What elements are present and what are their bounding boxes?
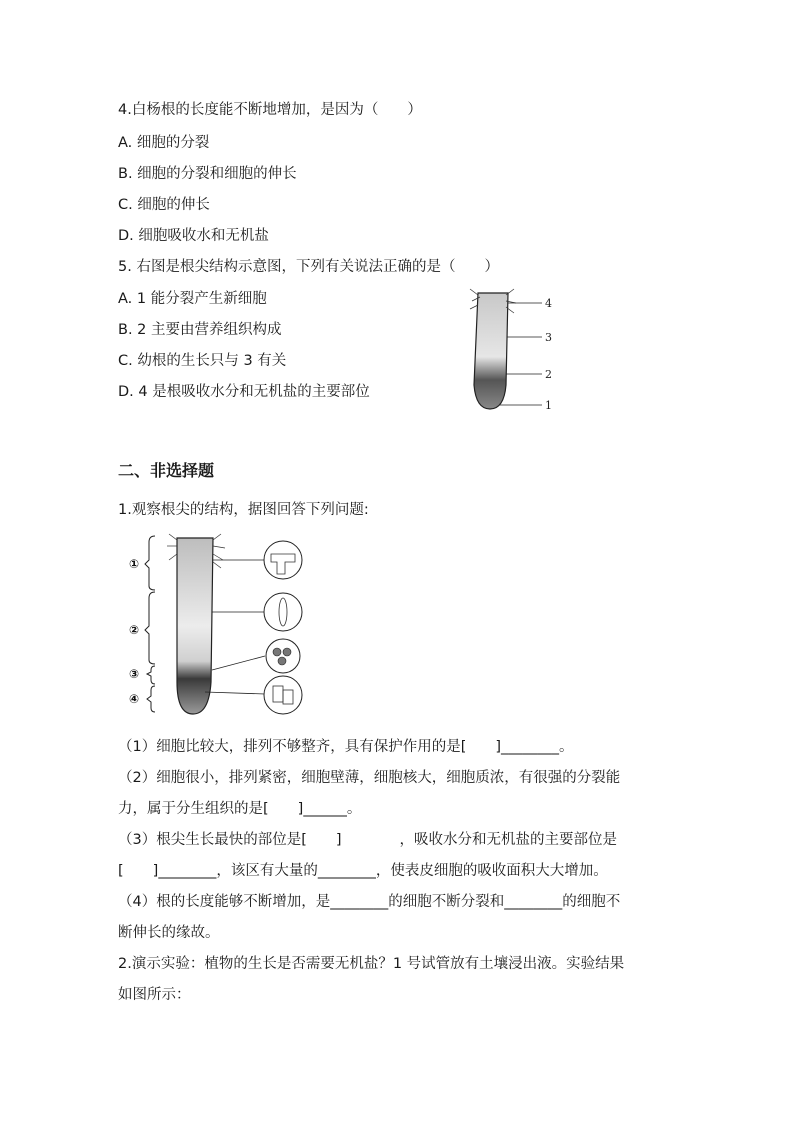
root-outline xyxy=(474,293,508,409)
nq2-line-1: 2.演示实验：植物的生长是否需要无机盐？1 号试管放有土壤浸出液。实验结果 xyxy=(118,956,625,972)
nq2-line-2: 如图所示： xyxy=(118,987,191,1003)
nq1-item-2: （2）细胞很小，排列紧密，细胞壁薄，细胞核大，细胞质浓，有很强的分裂能 xyxy=(118,770,621,786)
bracket-3 xyxy=(147,666,155,684)
fig-label-4: ④ xyxy=(129,692,140,706)
nq1-item-4-cont: 断伸长的缘故。 xyxy=(118,925,220,941)
fig-label-2: ② xyxy=(129,623,140,637)
nq1-item-1: （1）细胞比较大，排列不够整齐，具有保护作用的是[ ]________。 xyxy=(118,739,574,755)
inset-root-hair-cell xyxy=(264,541,302,579)
label-1: 1 xyxy=(545,399,552,412)
nq1-stem: 1.观察根尖的结构，据图回答下列问题: xyxy=(118,502,369,518)
nq1-item-4: （4）根的长度能够不断增加，是________的细胞不断分裂和________的细胞不 xyxy=(118,894,621,910)
q4-option-d: D. 细胞吸收水和无机盐 xyxy=(118,228,269,244)
nq1-root-tip-figure xyxy=(125,532,325,722)
q4-stem: 4.白杨根的长度能不断地增加，是因为（ ） xyxy=(118,102,422,118)
inset-elongation-cell xyxy=(264,593,302,631)
bracket-1 xyxy=(145,536,155,590)
q5-option-b: B. 2 主要由营养组织构成 xyxy=(118,322,282,338)
inset-meristem-cells xyxy=(266,639,300,673)
section-title: 二、非选择题 xyxy=(118,461,215,480)
fig-label-3: ③ xyxy=(129,667,140,681)
pointer-cap xyxy=(205,692,265,694)
nq1-item-3-cont: [ ]________，该区有大量的________，使表皮细胞的吸收面积大大增加。 xyxy=(118,863,608,879)
q4-option-c: C. 细胞的伸长 xyxy=(118,197,210,213)
label-3: 3 xyxy=(545,331,552,344)
pointer-meristem xyxy=(212,656,265,670)
label-2: 2 xyxy=(545,368,552,381)
label-4: 4 xyxy=(545,297,552,310)
nq1-item-3: （3）根尖生长最快的部位是[ ] ，吸收水分和无机盐的主要部位是 xyxy=(118,832,618,848)
fig-label-1: ① xyxy=(129,557,140,571)
q5-option-a: A. 1 能分裂产生新细胞 xyxy=(118,291,267,307)
root-outline xyxy=(177,538,213,714)
q4-option-a: A. 细胞的分裂 xyxy=(118,135,210,151)
q5-stem: 5. 右图是根尖结构示意图，下列有关说法正确的是（ ） xyxy=(118,259,499,275)
q5-root-tip-figure xyxy=(460,285,570,415)
nq1-item-2-cont: 力，属于分生组织的是[ ]______。 xyxy=(118,801,362,817)
q4-option-b: B. 细胞的分裂和细胞的伸长 xyxy=(118,166,297,182)
q5-option-d: D. 4 是根吸收水分和无机盐的主要部位 xyxy=(118,384,370,400)
bracket-4 xyxy=(147,686,155,712)
q5-option-c: C. 幼根的生长只与 3 有关 xyxy=(118,353,287,369)
bracket-2 xyxy=(145,592,155,664)
